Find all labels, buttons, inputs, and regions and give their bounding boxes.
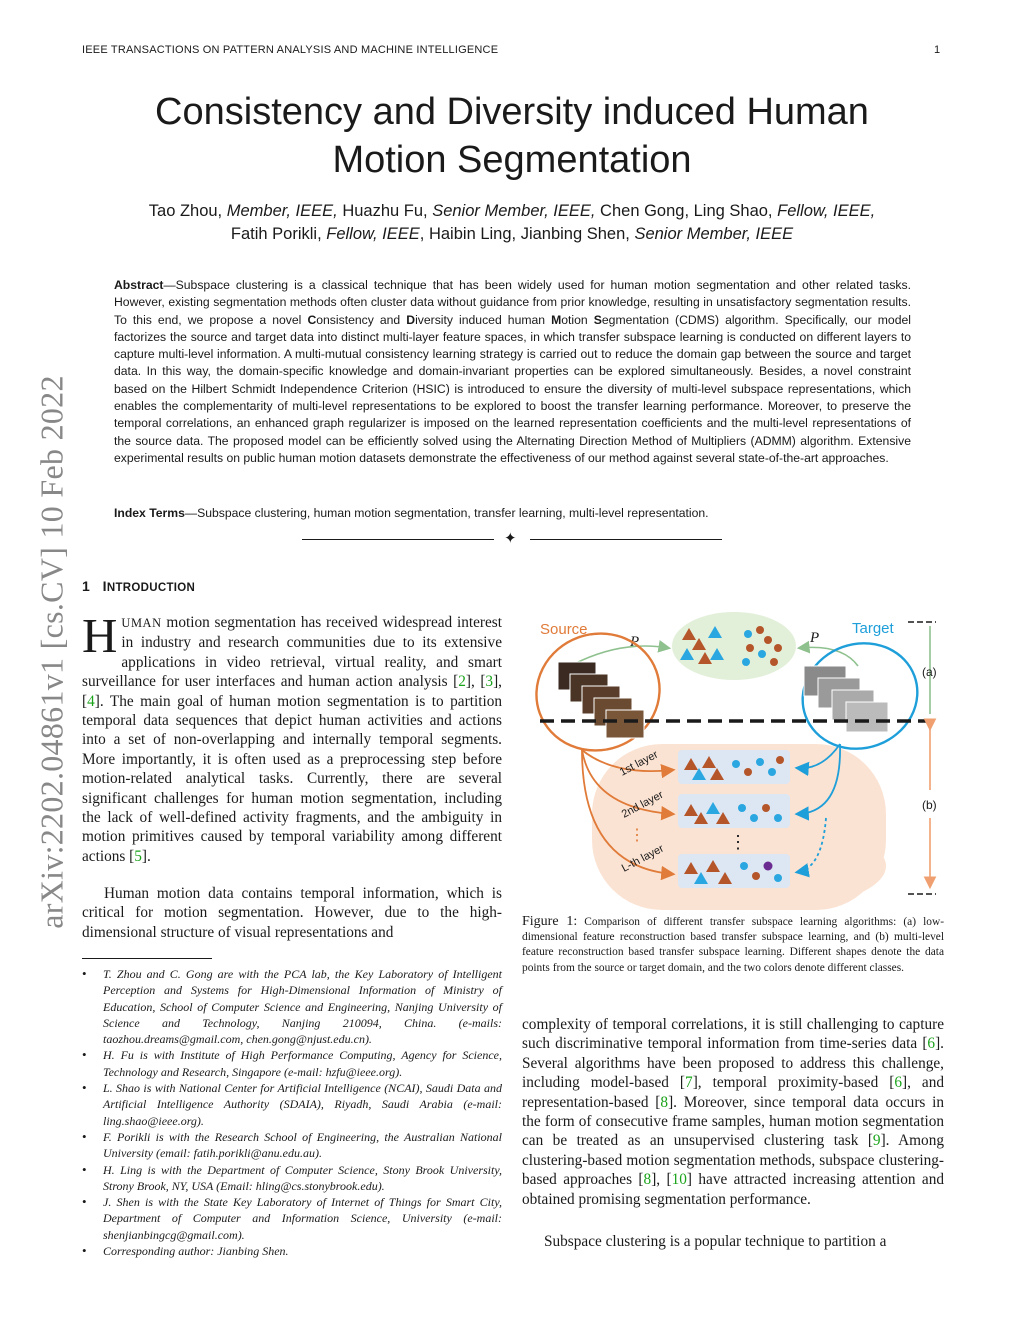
author-membership: Member, IEEE, [226,202,338,220]
footnote-item: • H. Fu is with Institute of High Performance Computing, Agency for Science, Technology and Research, Singapore (e-mail: hzfu@ieee.org). [82,1047,502,1080]
intro-paragraph-1 [82,608,502,866]
vertical-ellipsis-source: ⋮ [629,827,645,844]
section-initial: I [102,578,107,594]
paragraph-text: ], [ [82,673,502,710]
paragraph-text: ], [ [651,1171,672,1189]
acronym-letter: M [551,312,562,327]
section-number: 1 [82,578,91,594]
author-membership: Fellow, IEEE [326,225,420,243]
abstract-text: —Subspace clustering is a classical technique that has been widely used for human motion segmentation and other related tasks. However, existing segmentation methods often cluster data without guidance from prior knowledge, resulting in unsatisfactory segmentation results. To this end, we propose a novel [114,278,911,327]
footnote-item: • T. Zhou and C. Gong are with the PCA lab, the Key Laboratory of Intelligent Perception and Systems for High-Dimensional Information of Ministry of Education, School of Computer Science and Engineering, Nanjing University of Science and Technology, Nanjing 210094, China. (e-mails: taozhou.dreams@gmail.com, chen.gong@njust.edu.cn). [82,966,502,1047]
acronym-letter: C [307,312,317,327]
abstract-text: egmentation (CDMS) algorithm. [601,312,779,327]
figure-caption-text: Comparison of different transfer subspace learning algorithms: (a) low-dimensional feature reconstruction based transfer subspace learning, and (b) multi-level feature reconstruction based transfer subspace learning. Different shapes denote the data points from the source or target domain, and the two colors denote different classes. [522,916,944,974]
paragraph-text: ]. Moreover, since temporal data occurs in the form of consecutive frame samples, human motion segmentation can be treated as an unsupervised clustering task [ [522,1093,944,1150]
figure-caption-label: Figure 1: [522,914,578,929]
small-caps-word: UMAN [121,616,162,630]
paragraph-text: ]. The main goal of human motion segmentation is to partition temporal data sequences that depict human activities and actions into a set of non-overlapping and internally temporal segments. More importantly, it is often used as a preprocessing step before motion-related analytical tasks. Currently, there are several significant challenges for human motion segmentation, including the lack of well-defined activity fragments, and the ambiguity in motion primitives caused by temporal variability among different actions [ [82,692,502,865]
abstract-text: otion [561,312,594,327]
projection-p-left: P [630,634,640,650]
author-list [70,200,954,246]
author-membership: Fellow, IEEE, [777,202,876,220]
separator-rule-left [302,539,494,540]
citation-link[interactable]: 3 [485,673,494,691]
paragraph-text: ], temporal proximity-based [ [692,1074,895,1092]
paragraph-text: ]. [141,847,151,865]
panel-label-a: (a) [922,665,937,679]
acronym-letter: S [593,312,602,327]
author-name: Fatih Porikli, [230,225,322,243]
layer-label-2: 2nd layer [619,788,666,821]
citation-link[interactable]: 7 [685,1074,693,1092]
paragraph-text: ], and representation-based [ [522,1074,944,1111]
target-label: Target [852,620,894,637]
author-line-1 [70,200,954,223]
citation-link[interactable]: 8 [660,1093,669,1111]
citation-link[interactable]: 10 [671,1171,687,1189]
paragraph-text: ] have attracted increasing attention and obtained promising segmentation performance. [522,1171,944,1208]
paragraph-text: ]. Among clustering-based motion segmentation methods, subspace clustering-based approaches [ [522,1132,945,1189]
citation-link[interactable]: 5 [134,847,142,865]
author-name: Chen Gong, Ling Shao, [600,202,773,220]
separator-rule-right [530,539,722,540]
separator-ornament: ✦ [504,530,517,547]
footnote-rule [82,958,212,959]
author-name: Huazhu Fu, [342,202,428,220]
citation-link[interactable]: 9 [872,1132,881,1150]
target-to-shared-arrow [800,647,858,666]
panel-label-b: (b) [922,798,937,812]
index-terms-label: Index Terms [114,506,185,520]
paragraph-text: complexity of temporal correlations, it is still challenging to capture such discriminative temporal information from time-series data [ [522,1016,944,1053]
title-line-2: Motion Segmentation [332,139,692,181]
author-membership: Senior Member, IEEE, [432,202,596,220]
running-head: IEEE TRANSACTIONS ON PATTERN ANALYSIS AND MACHINE INTELLIGENCE [82,44,499,56]
author-membership: Senior Member, IEEE [634,225,794,243]
author-name: Tao Zhou, [148,202,223,220]
paragraph-text: ], [ [465,673,486,691]
source-video-frames [558,662,644,738]
footnote-item: • H. Ling is with the Department of Computer Science, Stony Brook University, Strony Brook, NY, USA (Email: hling@cs.stonybrook.edu). [82,1162,502,1195]
abstract [114,277,911,467]
author-name: , Haibin Ling, Jianbing Shen, [419,225,630,243]
figure-1-diagram [522,604,954,910]
author-line-2 [70,223,954,246]
index-terms [114,505,911,522]
page-number: 1 [934,44,941,56]
paper-title [80,88,944,184]
source-to-shared-arrow [574,646,668,664]
section-title-rest: NTRODUCTION [106,582,196,594]
citation-link[interactable]: 2 [458,673,466,691]
citation-link[interactable]: 4 [87,692,95,710]
layer-label-1: 1st layer [617,748,661,779]
right-column-paragraph-1 [522,1015,944,1209]
title-line-1: Consistency and Diversity induced Human [155,91,869,133]
projection-p-right: P [810,630,820,646]
footnote-item: • L. Shao is with National Center for Artificial Intelligence (NCAI), Saudi Data and Artificial Intelligence Authority (SDAIA), Riyadh, Saudi Arabia (e-mail: ling.shao@ieee.org). [82,1080,502,1129]
drop-cap: H [82,608,118,663]
abstract-text: onsistency and [316,312,407,327]
citation-link[interactable]: 6 [894,1074,902,1092]
arxiv-identifier-stamp: arXiv:2202.04861v1 [cs.CV] 10 Feb 2022 [33,375,70,929]
citation-link[interactable]: 6 [927,1035,936,1053]
footnote-item: • Corresponding author: Jianbing Shen. [82,1243,502,1259]
footnote-item: • F. Porikli is with the Research School of Engineering, the Australian National University (email: fatih.porikli@anu.edu.au). [82,1129,502,1162]
paragraph-text: ]. Several algorithms have been proposed to address this challenge, including model-based [ [522,1035,944,1092]
citation-link[interactable]: 8 [643,1171,652,1189]
section-heading [82,578,195,594]
abstract-label: Abstract [114,278,164,292]
author-affiliation-footnotes [82,966,502,1259]
intro-paragraph-2: Human motion data contains temporal information, which is critical for motion segmentation. However, due to the high-dimensional structure of visual representations and [82,885,502,941]
figure-caption [522,914,944,976]
layer-label-L: L-th layer [619,842,666,875]
footnote-item: • J. Shen is with the State Key Laboratory of Internet of Things for Smart City, Department of Computer and Information Science, University (e-mail: shenjianbingcg@gmail.com). [82,1194,502,1243]
abstract-text: iversity induced human [415,312,552,327]
source-label: Source [540,621,588,638]
paragraph-text: motion segmentation has received widespread interest in industry and research communities due to its extensive applications in video retrieval, virtual reality, and smart surveillance for user interfaces and human action analysis [ [82,614,502,691]
acronym-letter: D [406,312,416,327]
vertical-ellipsis: ⋮ [729,832,747,852]
right-column-paragraph-2: Subspace clustering is a popular technique to partition a [544,1233,887,1250]
abstract-text: Specifically, our model factorizes the source and target data into distinct multi-layer feature spaces, in which transfer subspace learning is conducted on different layers to capture multi-level information. A multi-mutual consistency learning strategy is carried out to reduce the domain gap between the source and target data. In this way, the domain-specific knowledge and domain-invariant properties can be explored simultaneously. Besides, a novel constraint based on the Hilbert Schmidt Independence Criterion (HSIC) is introduced to ensure the diversity of multi-level subspace representations, which enables the complementarity of multi-level representations to be explored to boost the transfer learning performance. Moreover, to preserve the temporal correlations, an enhanced graph regularizer is imposed on the learned representation coefficients and the multi-level representations of the source data. The proposed model can be efficiently solved using the Alternating Direction Method of Multipliers (ADMM) algorithm. Extensive experimental results on public human motion datasets demonstrate the effectiveness of our method against several state-of-the-art approaches. [114,312,911,465]
section-separator [302,531,722,547]
index-terms-text: —Subspace clustering, human motion segmentation, transfer learning, multi-level representation. [184,506,709,520]
